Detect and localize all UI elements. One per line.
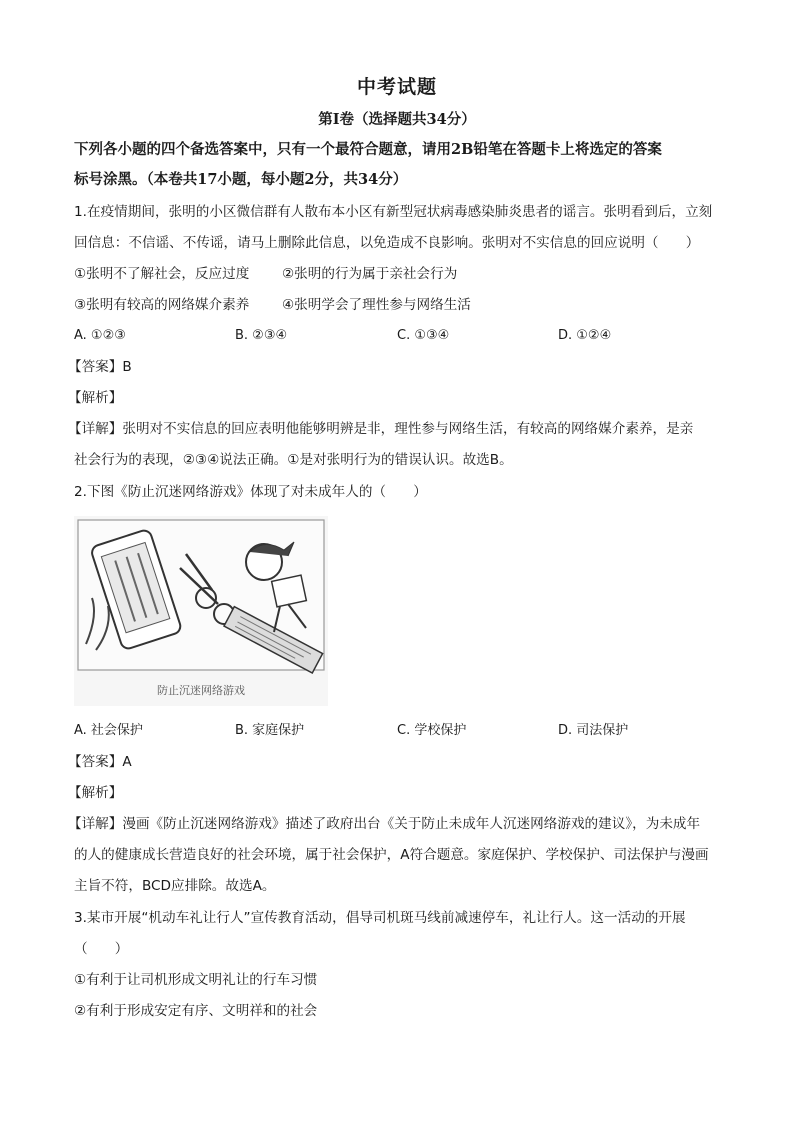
q2-stem: 2.下图《防止沉迷网络游戏》体现了对未成年人的（ ） bbox=[74, 484, 427, 500]
q1-option-a: A. ①②③ bbox=[74, 328, 126, 343]
cartoon-caption: 防止沉迷网络游戏 bbox=[157, 684, 245, 697]
q1-option-d: D. ①②④ bbox=[558, 328, 612, 343]
q1-analysis-label: 【解析】 bbox=[68, 390, 123, 406]
q2-analysis-label: 【解析】 bbox=[68, 785, 123, 801]
q2-answer: 【答案】A bbox=[68, 754, 132, 770]
q2-option-d: D. 司法保护 bbox=[558, 723, 629, 738]
q2-option-b: B. 家庭保护 bbox=[235, 723, 305, 738]
q3-item-2: ②有利于形成安定有序、文明祥和的社会 bbox=[74, 1003, 318, 1019]
q3-stem-line-1: 3.某市开展“机动车礼让行人”宣传教育活动，倡导司机斑马线前减速停车，礼让行人。这一活动的开展 bbox=[74, 910, 686, 926]
q3-item-1: ①有利于让司机形成文明礼让的行车习惯 bbox=[74, 972, 318, 988]
page-title: 中考试题 bbox=[356, 76, 437, 98]
instruction-line-1: 下列各小题的四个备选答案中，只有一个最符合题意，请用2B铅笔在答题卡上将选定的答案 bbox=[74, 141, 662, 158]
cartoon-image bbox=[74, 516, 328, 706]
q1-item-3: ③张明有较高的网络媒介素养 bbox=[74, 297, 250, 313]
q2-detail-line-1: 【详解】漫画《防止沉迷网络游戏》描述了政府出台《关于防止未成年人沉迷网络游戏的建议》，为未成年 bbox=[68, 816, 701, 832]
q1-item-1: ①张明不了解社会，反应过度 bbox=[74, 266, 250, 282]
q2-detail-line-3: 主旨不符，BCD应排除。故选A。 bbox=[74, 878, 276, 894]
q3-stem-line-2: （ ） bbox=[74, 941, 129, 957]
q1-option-c: C. ①③④ bbox=[397, 328, 450, 343]
instruction-line-2: 标号涂黑。（本卷共17小题，每小题2分，共34分） bbox=[74, 171, 408, 188]
q1-detail-line-1: 【详解】张明对不实信息的回应表明他能够明辨是非，理性参与网络生活，有较高的网络媒介素养，是亲 bbox=[68, 421, 694, 437]
section-subtitle: 第Ⅰ卷（选择题共34分） bbox=[318, 111, 476, 128]
q2-option-c: C. 学校保护 bbox=[397, 723, 467, 738]
q1-stem-line-2: 回信息：不信谣、不传谣，请马上删除此信息，以免造成不良影响。张明对不实信息的回应说明（ ） bbox=[74, 235, 700, 251]
q1-item-4: ④张明学会了理性参与网络生活 bbox=[282, 297, 471, 313]
q1-detail-line-2: 社会行为的表现，②③④说法正确。①是对张明行为的错误认识。故选B。 bbox=[74, 452, 513, 468]
q1-item-2: ②张明的行为属于亲社会行为 bbox=[282, 266, 458, 282]
q1-option-b: B. ②③④ bbox=[235, 328, 288, 343]
q2-option-a: A. 社会保护 bbox=[74, 723, 143, 738]
q2-detail-line-2: 的人的健康成长营造良好的社会环境，属于社会保护，A符合题意。家庭保护、学校保护、司法保护与漫画 bbox=[74, 847, 709, 863]
q1-answer: 【答案】B bbox=[68, 359, 132, 375]
q1-stem-line-1: 1.在疫情期间，张明的小区微信群有人散布本小区有新型冠状病毒感染肺炎患者的谣言。张明看到后，立刻 bbox=[74, 204, 713, 220]
